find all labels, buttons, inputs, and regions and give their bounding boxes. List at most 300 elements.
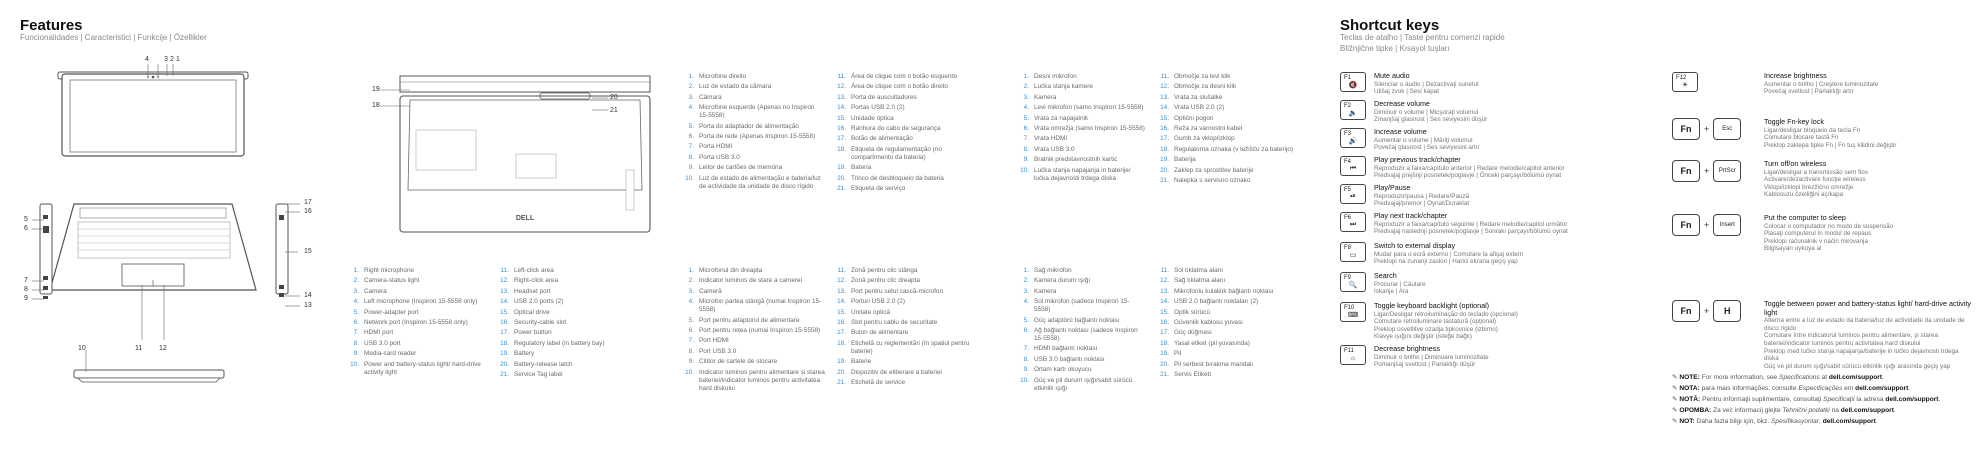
shortcut-title: Switch to external display (1374, 241, 1456, 250)
note-text: . (1893, 407, 1896, 414)
list-en-b (495, 267, 635, 381)
key-f1 (1340, 72, 1366, 92)
list-item-number: 9. (688, 164, 694, 172)
shortcut-desc: Ligar/desligar bloqueio da tecla Fn (1764, 126, 1861, 134)
list-item-number: 20. (1160, 166, 1169, 174)
note-text: para mais informações, consulte (1701, 385, 1799, 392)
list-item-text: Port pentru setul cască-microfon (851, 287, 943, 295)
list-item (832, 319, 982, 327)
laptop-front-illustration (0, 0, 330, 467)
list-item-number: 1. (1023, 73, 1029, 80)
list-item-text: Etichetă cu reglementări (în spațiul pentru baterie) (851, 339, 970, 355)
list-item (495, 329, 635, 337)
list-item (1015, 298, 1145, 314)
key-label: F5 (1344, 187, 1352, 193)
list-item-number: 17. (837, 135, 846, 143)
shortcut-desc: Colocar o computador no modo de suspensão (1764, 222, 1894, 230)
shortcut-desc: Klavye ışığını değiştir (isteğe bağlı) (1374, 333, 1472, 341)
list-item-text: Etiqueta de regulamentação (no compartimento da bateria) (851, 145, 942, 161)
list-item-text: Media-card reader (364, 350, 417, 358)
list-item (495, 288, 635, 296)
list-item-text: Port USB 3.0 (699, 347, 737, 355)
list-item-number: 18. (837, 145, 846, 153)
list-item-text: Območje za levi klik (1174, 73, 1231, 80)
list-item-text: Lučka stanja napajanja in baterije/ lučka dejavnosti trdega diska (1034, 166, 1131, 182)
list-item-text: Dispozitiv de eliberare a bateriei (851, 368, 942, 376)
list-item-text: Trinco de desbloqueio da bateria (851, 174, 944, 182)
list-item-text: Porta de auscultadores (851, 93, 917, 101)
f4-icon: ⏮ (1349, 165, 1357, 172)
list-item (1015, 267, 1145, 275)
list-item-number: 15. (837, 114, 846, 122)
callout-21: 21 (610, 107, 618, 114)
shortcut-title: Decrease brightness (1374, 344, 1440, 353)
list-item (1015, 277, 1145, 285)
list-item-text: Unitate optică (851, 308, 891, 316)
list-item (1155, 309, 1305, 317)
list-item-number: 11. (500, 267, 509, 274)
list-item-text: Levi mikrofon (samo Inspiron 15-5558) (1034, 104, 1144, 112)
list-item-number: 4. (1023, 298, 1029, 306)
list-item-text: Güç ve pil durum ışığı/sabit sürücü etkinlik ışığı (1034, 376, 1133, 392)
note-icon: ✎ (1672, 407, 1680, 414)
list-item (832, 135, 982, 143)
note-label: NOTĂ: (1679, 396, 1701, 403)
list-item-number: 17. (1160, 329, 1169, 337)
list-pt-a (680, 73, 825, 193)
list-item (1155, 104, 1305, 112)
f5-icon: ⏯ (1350, 193, 1356, 200)
list-item-number: 13. (837, 93, 846, 101)
list-item-number: 21. (500, 370, 509, 378)
shortcut-desc: Preklop zaklepa tipke Fn | Fn tuş kilidini değiştir (1764, 141, 1897, 149)
list-item (832, 83, 982, 91)
list-item-text: USB 3.0 port (364, 339, 401, 347)
callout-2: 2 (170, 56, 174, 63)
list-item (1015, 345, 1145, 353)
list-item (1015, 327, 1145, 343)
plus-sign: + (1704, 124, 1710, 134)
callout-7: 7 (24, 277, 28, 284)
list-item-text: Botão de alimentação (851, 135, 913, 143)
shortcut-desc: Kablosuzu özelliğini aç/kapa (1764, 191, 1844, 199)
list-item (1015, 356, 1145, 364)
list-item (1155, 156, 1305, 164)
list-item-text: Etichetă de service (851, 378, 905, 386)
list-item (1015, 377, 1145, 393)
shortcut-desc: Comutare blocare tastă Fn (1764, 134, 1839, 142)
list-item-number: 17. (1160, 135, 1169, 143)
key-label: F9 (1344, 275, 1352, 281)
features-title: Features (20, 17, 83, 34)
list-item-text: Port pentru rețea (numai Inspiron 15-5558) (699, 326, 821, 334)
shortcut-desc: Plasaţi computerul în modul de repaus (1764, 230, 1872, 238)
key-combo (1672, 160, 1764, 199)
shortcut-row (1340, 345, 1624, 369)
key-combo (1672, 72, 1764, 96)
list-item-number: 14. (1160, 104, 1169, 112)
note-em: Tehnični podatki (1782, 407, 1830, 414)
list-item-text: Ortam kartı okuyucu (1034, 366, 1092, 374)
list-item-text: Güvenlik kablosu yuvası (1174, 318, 1243, 326)
list-item-text: Vrata USB 2.0 (2) (1174, 104, 1225, 112)
shortcut-row (1340, 184, 1624, 208)
list-item-number: 11. (1160, 73, 1169, 80)
f9-icon: 🔍 (1348, 282, 1358, 289)
plus-sign: + (1704, 166, 1710, 176)
list-item-text: Güç adaptörü bağlantı noktası (1034, 316, 1120, 324)
list-item (1015, 94, 1145, 102)
list-item-number: 2. (688, 277, 694, 285)
callout-13: 13 (304, 302, 312, 309)
list-item-text: Camera (364, 287, 387, 295)
list-item (495, 319, 635, 327)
shortcut-desc: Predvajaj naslednji posnetek/poglavje | Sonraki parçayı/bölümü oynat (1374, 228, 1568, 236)
list-item (832, 115, 982, 123)
list-en-a (345, 267, 485, 379)
key-esc: Esc (1713, 118, 1741, 140)
list-ro-b (832, 267, 982, 389)
list-item (1155, 371, 1305, 379)
list-item-text: Port HDMI (699, 337, 729, 345)
list-item-number: 1. (688, 73, 694, 80)
shortcut-desc: Bilgisayarı uykuya al (1764, 245, 1822, 253)
list-item-number: 14. (500, 298, 509, 306)
list-item-text: Right-click area (514, 277, 559, 285)
key-f9 (1340, 272, 1366, 292)
list-item-text: Leitor de cartões de memória (699, 164, 783, 172)
shortcut-desc: Mudar para o ecrã externo | Comutare la afişaj extern (1374, 250, 1524, 258)
list-item-text: Power-adapter port (364, 308, 419, 316)
list-item-text: Zonă pentru clic stânga (851, 267, 918, 274)
list-item-number: 3. (1023, 93, 1029, 101)
list-item-text: Microfone esquerdo (Apenas no Inspiron 15-5558) (699, 104, 815, 120)
list-item-text: Vrata USB 3.0 (1034, 145, 1075, 153)
list-item (345, 309, 485, 317)
list-item (495, 309, 635, 317)
list-item (832, 175, 982, 183)
list-item (1155, 298, 1305, 306)
shortcut-desc: Preklop med lučko stanja napajanja/baterije in lučko dejavnosti trdega diska (1764, 347, 1959, 363)
list-item-text: Sol tıklatma alanı (1174, 267, 1224, 274)
list-item (495, 298, 635, 306)
list-item (832, 309, 982, 317)
list-item-text: Sağ tıklatma alanı (1174, 277, 1226, 285)
key-insert: Insert (1713, 214, 1741, 236)
list-item-text: Güç düğmesi (1174, 329, 1212, 337)
callout-20: 20 (610, 94, 618, 101)
list-item-text: Ranhura do cabo de segurança (851, 124, 941, 132)
shortcut-row (1340, 128, 1624, 152)
list-item-number: 6. (353, 318, 359, 326)
list-item-text: Left microphone (Inspiron 15-5558 only) (364, 298, 478, 306)
list-item (1015, 125, 1145, 133)
shortcut-text (1374, 212, 1624, 236)
list-item-number: 19. (1160, 156, 1169, 164)
key-fn: Fn (1672, 118, 1700, 140)
note-icon: ✎ (1672, 374, 1680, 381)
callout-8: 8 (24, 286, 28, 293)
list-item-text: USB 3.0 bağlantı noktası (1034, 355, 1105, 363)
list-item-number: 15. (500, 308, 509, 316)
note-line (1672, 396, 1962, 404)
list-item-number: 19. (837, 358, 846, 366)
list-item-number: 20. (837, 174, 846, 182)
list-item-number: 6. (688, 132, 694, 140)
list-item (680, 369, 825, 393)
list-item-number: 1. (353, 267, 359, 274)
note-text: . (1908, 385, 1911, 392)
key-label: F8 (1344, 245, 1352, 251)
shortcut-row (1340, 302, 1624, 341)
list-item-text: Indicator luminos de stare a camerei (699, 277, 803, 285)
list-item-number: 3. (353, 287, 359, 295)
shortcut-desc: Aumentar o volume | Măriţi volumul (1374, 136, 1473, 144)
key-f6 (1340, 212, 1366, 232)
list-item (1155, 329, 1305, 337)
shortcut-text (1374, 128, 1624, 152)
list-item-number: 4. (688, 104, 694, 112)
list-item-number: 9. (1023, 156, 1029, 164)
list-item (680, 277, 825, 285)
key-f10 (1340, 302, 1366, 322)
note-label: NOT: (1679, 418, 1695, 425)
callout-9: 9 (24, 295, 28, 302)
list-item-number: 7. (353, 329, 359, 337)
shortcut-desc: Reproduzir a faixa/capítulo anterior | Redare melodie/capitol anterior (1374, 164, 1565, 172)
f3-icon: 🔊 (1348, 138, 1358, 145)
shortcut-text (1764, 118, 1974, 149)
list-item-text: Pil (1174, 350, 1182, 358)
list-item-text: Bralnik predstavnostnih kartic (1034, 156, 1118, 164)
list-item (832, 267, 982, 275)
shortcut-desc: Zmanjšaj glasnost | Ses seviyesini düşür (1374, 116, 1488, 124)
list-item-text: Porturi USB 2.0 (2) (851, 298, 905, 306)
list-item-number: 21. (1160, 176, 1169, 184)
support-link: dell.com/support (1840, 407, 1894, 414)
list-item-number: 3. (688, 93, 694, 101)
list-tr-a (1015, 267, 1145, 395)
shortcut-row (1672, 118, 1974, 149)
list-item (1155, 288, 1305, 296)
list-item (1155, 135, 1305, 143)
list-item (680, 83, 825, 91)
list-item-number: 19. (500, 350, 509, 358)
key-fn: Fn (1672, 300, 1700, 322)
list-item-number: 10. (685, 368, 694, 376)
list-tr-b (1155, 267, 1305, 381)
list-item (1015, 288, 1145, 296)
shortcut-desc: Silenciar o áudio | Dezactivaţi sunetul (1374, 80, 1479, 88)
list-item-text: Nalepka s servisno oznako (1174, 176, 1251, 184)
list-item (680, 327, 825, 335)
list-item-text: Área de clique com o botão esquerdo (851, 73, 958, 80)
list-item-number: 13. (500, 287, 509, 295)
list-item (680, 317, 825, 325)
list-item (832, 329, 982, 337)
shortcut-title: Put the computer to sleep (1764, 213, 1846, 222)
list-item (1015, 135, 1145, 143)
shortcut-desc: Comutare între indicatorul luminos pentru alimentare, şi starea bateriei/indicator luminos pentru activitatea hard diskului (1764, 332, 1938, 347)
shortcut-desc: Aumentar o brilho | Creştere luminozitate (1764, 80, 1879, 88)
list-item-number: 12. (1160, 277, 1169, 285)
list-item (680, 123, 825, 131)
list-item-text: Vrata za slušalke (1174, 93, 1223, 101)
shortcut-desc: Predvajaj prejšnji posnetek/poglavje | Önceki parçayı/bölümü oynat (1374, 172, 1562, 180)
list-item-number: 20. (500, 360, 509, 368)
list-item-number: 8. (353, 339, 359, 347)
list-item (680, 73, 825, 81)
list-item-text: Servis Etiketi (1174, 370, 1211, 378)
list-item-text: Mikrofonlu kulaklık bağlantı noktası (1174, 287, 1274, 295)
list-item-number: 11. (837, 267, 846, 274)
list-item (1015, 167, 1145, 183)
shortcut-text (1764, 160, 1974, 199)
list-item-number: 1. (688, 267, 694, 274)
key-label: F3 (1344, 131, 1352, 137)
list-item-text: Pil serbest bırakma mandalı (1174, 360, 1254, 368)
f2-icon: 🔉 (1348, 110, 1358, 117)
list-item (1155, 83, 1305, 91)
key-fn: Fn (1672, 160, 1700, 182)
shortcut-desc: Diminuir o brilho | Diminuare luminozitate (1374, 353, 1489, 361)
key-prtscr: PrtScr (1713, 160, 1741, 182)
list-item (1155, 167, 1305, 175)
support-link: dell.com/support (1822, 418, 1876, 425)
shortcut-desc: Preklop osvetlitve ozadja tipkovnice (izbirno) (1374, 325, 1498, 333)
list-item (832, 94, 982, 102)
list-item (832, 185, 982, 193)
shortcut-text (1374, 72, 1624, 96)
note-text: . (1938, 396, 1941, 403)
callout-1: 1 (176, 56, 180, 63)
list-item-number: 5. (353, 308, 359, 316)
shortcut-title: Play/Pause (1374, 183, 1411, 192)
list-item-text: Regulatory label (in battery bay) (514, 339, 605, 347)
list-item-number: 2. (353, 277, 359, 285)
list-item-number: 12. (837, 277, 846, 285)
note-icon: ✎ (1672, 396, 1680, 403)
list-item (832, 146, 982, 162)
key-label: F12 (1676, 75, 1687, 81)
list-item-number: 2. (1023, 83, 1029, 91)
list-item-number: 16. (837, 318, 846, 326)
shortcut-desc: Reproduzir a faixa/capítulo seguinte | Redare melodie/capitol următor (1374, 220, 1568, 228)
list-item-text: Security-cable slot (514, 318, 567, 326)
list-item (345, 329, 485, 337)
list-item-text: Power button (514, 329, 552, 337)
support-link: dell.com/support (1855, 385, 1909, 392)
list-item-number: 1. (1023, 267, 1029, 274)
list-item-text: HDMI bağlantı noktası (1034, 345, 1098, 353)
list-item-number: 9. (353, 350, 359, 358)
list-item (680, 143, 825, 151)
list-item-number: 10. (1020, 166, 1029, 174)
note-text: Pentru informaţii suplimentare, consultaţi (1702, 396, 1824, 403)
list-item-text: Zonă pentru clic dreapta (851, 277, 920, 285)
list-item-text: Camera-status light (364, 277, 420, 285)
list-item-number: 14. (837, 298, 846, 306)
list-item (345, 288, 485, 296)
list-item-number: 7. (1023, 345, 1029, 353)
note-label: OPOMBA: (1679, 407, 1712, 414)
list-item (832, 277, 982, 285)
list-item-number: 10. (685, 174, 694, 182)
list-item-number: 5. (1023, 114, 1029, 122)
list-item (345, 277, 485, 285)
note-text: em (1842, 385, 1856, 392)
list-item-text: Yasal etiket (pil yuvasında) (1174, 339, 1250, 347)
shortcut-row (1340, 72, 1624, 96)
list-item (1155, 361, 1305, 369)
key-f4 (1340, 156, 1366, 176)
list-item (832, 73, 982, 81)
list-item-text: Microfone direito (699, 73, 747, 80)
f1-icon: 🔇 (1348, 82, 1358, 89)
key-combo (1672, 300, 1764, 370)
shortcut-text (1764, 300, 1974, 370)
shortcut-desc: Pomanjšaj svetlost | Parlaklığı düşür (1374, 361, 1476, 369)
list-item-text: Porta USB 3.0 (699, 153, 740, 161)
list-item-number: 16. (837, 124, 846, 132)
list-item-number: 5. (1023, 316, 1029, 324)
list-item-number: 15. (837, 308, 846, 316)
note-text: Za več informacij glejte (1713, 407, 1783, 414)
list-item (1155, 350, 1305, 358)
list-item-number: 9. (1023, 366, 1029, 374)
list-item-number: 9. (688, 358, 694, 366)
list-item (1155, 73, 1305, 81)
list-item-number: 5. (688, 122, 694, 130)
list-item-text: Buton de alimentare (851, 329, 909, 337)
list-item-text: Left-click area (514, 267, 554, 274)
list-item-number: 8. (688, 153, 694, 161)
list-item-text: Porta de rede (Apenas Inspiron 15-5558) (699, 132, 816, 140)
key-f5 (1340, 184, 1366, 204)
shortcut-desc: Iskanje | Ara (1374, 288, 1409, 296)
list-item (832, 358, 982, 366)
shortcut-text (1374, 156, 1624, 180)
list-item-text: Sol mikrofon (sadece Inspiron 15-5558) (1034, 298, 1130, 314)
list-item-text: USB 2.0 bağlantı noktaları (2) (1174, 298, 1259, 306)
shortcut-desc: Utišaj zvok | Sesi kapat (1374, 88, 1439, 96)
list-item (1015, 146, 1145, 154)
note-icon: ✎ (1672, 418, 1680, 425)
list-item (832, 369, 982, 377)
list-item-number: 18. (1160, 145, 1169, 153)
list-item-text: Vrata omrežja (samo Inspiron 15-5558) (1034, 124, 1145, 132)
list-item-number: 7. (1023, 135, 1029, 143)
f8-icon: ▭ (1349, 252, 1357, 259)
note-text: la adresa (1854, 396, 1886, 403)
list-item-text: Optik sürücü (1174, 308, 1210, 316)
list-item-number: 13. (837, 287, 846, 295)
list-item-number: 8. (688, 347, 694, 355)
key-label: F4 (1344, 159, 1352, 165)
list-item-text: Headset port (514, 287, 551, 295)
list-item-number: 13. (1160, 287, 1169, 295)
list-item (680, 164, 825, 172)
list-item-number: 19. (1160, 350, 1169, 358)
key-combo (1672, 214, 1764, 253)
list-item-number: 13. (1160, 93, 1169, 101)
shortcut-title: Mute audio (1374, 71, 1410, 80)
list-item (680, 154, 825, 162)
note-line (1672, 385, 1962, 393)
list-item (832, 298, 982, 306)
list-item-text: Baterija (1174, 156, 1196, 164)
list-item-number: 17. (837, 329, 846, 337)
